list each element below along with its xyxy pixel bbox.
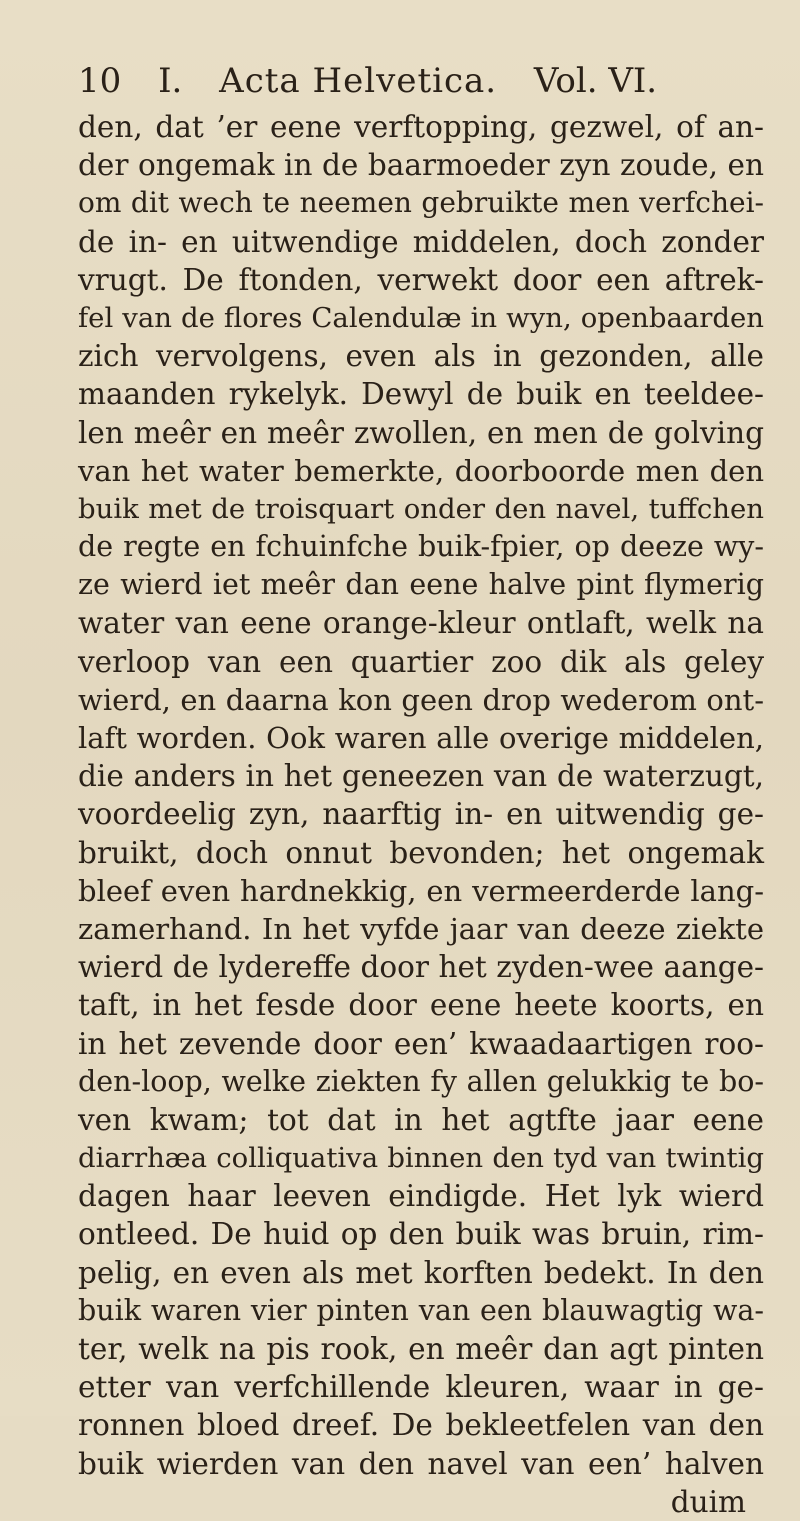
text-line: zich vervolgens, even als in gezonden, alle — [78, 339, 764, 374]
text-line: dagen haar leeven eindigde. Het lyk wierd — [78, 1179, 764, 1214]
text-line: taft, in het fesde door eene heete koorts, en — [78, 988, 764, 1023]
text-line: wierd, en daarna kon geen drop wederom ont- — [78, 682, 764, 717]
running-title: Acta Helvetica. — [219, 61, 498, 101]
volume-label: Vol. VI. — [533, 61, 658, 101]
text-line: de regte en fchuinfche buik-fpier, op deeze wy- — [78, 530, 764, 564]
text-line: laft worden. Ook waren alle overige middelen, — [78, 721, 764, 755]
text-line: vrugt. De ftonden, verwekt door een aftrek- — [78, 262, 764, 297]
text-line: fel van de flores Calendulæ in wyn, openbaarden — [78, 301, 764, 334]
text-line: len meêr en meêr zwollen, en men de golving — [78, 415, 764, 450]
text-line: in het zevende door een’ kwaadaartigen roo- — [78, 1026, 764, 1061]
text-line: buik wierden van den navel van een’ halven — [78, 1446, 764, 1481]
body-text — [78, 108, 764, 1521]
text-line: ven kwam; tot dat in het agtfte jaar eene — [78, 1102, 764, 1137]
text-line: die anders in het geneezen van de waterzugt, — [78, 759, 764, 794]
text-line: zamerhand. In het vyfde jaar van deeze ziekte — [78, 911, 764, 946]
text-line: buik waren vier pinten van een blauwagtig wa- — [78, 1293, 764, 1327]
text-line: ronnen bloed dreef. De bekleetfelen van den — [78, 1408, 764, 1443]
text-line: voordeelig zyn, naarftig in- en uitwendig ge- — [78, 797, 764, 832]
text-line: etter van verfchillende kleuren, waar in ge- — [78, 1370, 764, 1405]
catchword: duim — [670, 1484, 746, 1519]
text-line: ze wierd iet meêr dan eene halve pint flymerig — [78, 568, 764, 602]
text-line: de in- en uitwendige middelen, doch zonder — [78, 224, 764, 259]
text-line: pelig, en even als met korften bedekt. In den — [78, 1255, 764, 1290]
text-line: ontleed. De huid op den buik was bruin, rim- — [78, 1217, 764, 1252]
text-line: wierd de lydereffe door het zyden-wee aange- — [78, 950, 764, 985]
text-line: bleef even hardnekkig, en vermeerderde lang- — [78, 873, 764, 908]
text-line: water van eene orange-kleur ontlaft, welk na — [78, 606, 764, 641]
text-line: den, dat ’er eene verftopping, gezwel, of an- — [78, 110, 764, 144]
text-line: verloop van een quartier zoo dik als geley — [78, 644, 764, 679]
text-line: ter, welk na pis rook, en meêr dan agt pinten — [78, 1332, 764, 1366]
text-line: bruikt, doch onnut bevonden; het ongemak — [78, 835, 764, 870]
page-number: 10 — [78, 61, 122, 101]
section-roman-numeral: I. — [158, 61, 183, 101]
text-line: der ongemak in de baarmoeder zyn zoude, en — [78, 148, 764, 183]
text-line: om dit wech te neemen gebruikte men verfchei- — [78, 186, 764, 220]
text-line: maanden rykelyk. Dewyl de buik en teeldee- — [78, 377, 764, 412]
text-line: van het water bemerkte, doorboorde men den — [78, 453, 764, 488]
running-header — [78, 60, 760, 102]
text-line: buik met de troisquart onder den navel, tuffchen — [78, 492, 764, 525]
text-line: den-loop, welke ziekten fy allen gelukkig te bo- — [78, 1064, 764, 1098]
text-line: diarrhæa colliquativa binnen den tyd van twintig — [78, 1142, 764, 1175]
